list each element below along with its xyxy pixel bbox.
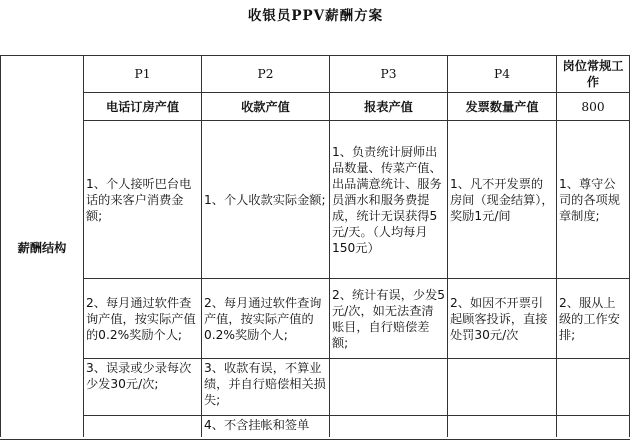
table-cell: [557, 416, 630, 440]
table-cell: [330, 359, 448, 416]
table-cell: 1、个人收款实际金额;: [202, 121, 330, 279]
header-name-row: [1, 93, 630, 121]
col-name-p2: 收款产值: [202, 93, 330, 121]
table-row: [1, 279, 630, 359]
table-cell: [84, 416, 202, 440]
document-title: 收银员PPV薪酬方案: [247, 8, 384, 24]
table-cell: 2、统计有误，少发5元/次，如无法查清账目，自行赔偿差额;: [330, 279, 448, 359]
table-cell: 2、服从上级的工作安排;: [557, 279, 630, 359]
table-cell: [557, 359, 630, 416]
header-code-row: [1, 56, 630, 93]
table-cell: 2、如因不开票引起顾客投诉，直接处罚30元/次: [448, 279, 557, 359]
col-code-p3: P3: [330, 56, 448, 93]
col-name-routine-work: 800: [557, 93, 630, 121]
table-cell: 1、尊守公司的各项规章制度;: [557, 121, 630, 279]
table-cell: [448, 359, 557, 416]
row-label-salary-structure: 薪酬结构: [1, 56, 84, 440]
table-row: [1, 416, 630, 440]
col-name-p1: 电话订房产值: [84, 93, 202, 121]
table-cell: 2、每月通过软件查询产值，按实际产值的0.2%奖励个人;: [202, 279, 330, 359]
col-name-p4: 发票数量产值: [448, 93, 557, 121]
table-cell: 1、凡不开发票的房间（现金结算），奖励1元/间: [448, 121, 557, 279]
table-row: [1, 121, 630, 279]
table-cell: 3、收款有误，不算业绩，并自行赔偿相关损失;: [202, 359, 330, 416]
col-code-p1: P1: [84, 56, 202, 93]
table-cell: 1、负责统计厨师出品数量、传菜产值、出品满意统计、服务员酒水和服务费提成，统计无误获得5元/天。（人均每月150元）: [330, 121, 448, 279]
table-cell: 3、误录或少录每次少发30元/次;: [84, 359, 202, 416]
table-cell: 4、不含挂帐和签单: [202, 416, 330, 440]
table-row: [1, 359, 630, 416]
col-name-p3: 报表产值: [330, 93, 448, 121]
col-code-p2: P2: [202, 56, 330, 93]
table-cell: 2、每月通过软件查询产值，按实际产值的0.2%奖励个人;: [84, 279, 202, 359]
col-code-routine-work: 岗位常规工作: [557, 56, 630, 93]
table-cell: 1、个人接听巴台电话的来客户消费金额;: [84, 121, 202, 279]
table-cell: [448, 416, 557, 440]
col-code-p4: P4: [448, 56, 557, 93]
salary-table: [0, 55, 630, 440]
table-cell: [330, 416, 448, 440]
